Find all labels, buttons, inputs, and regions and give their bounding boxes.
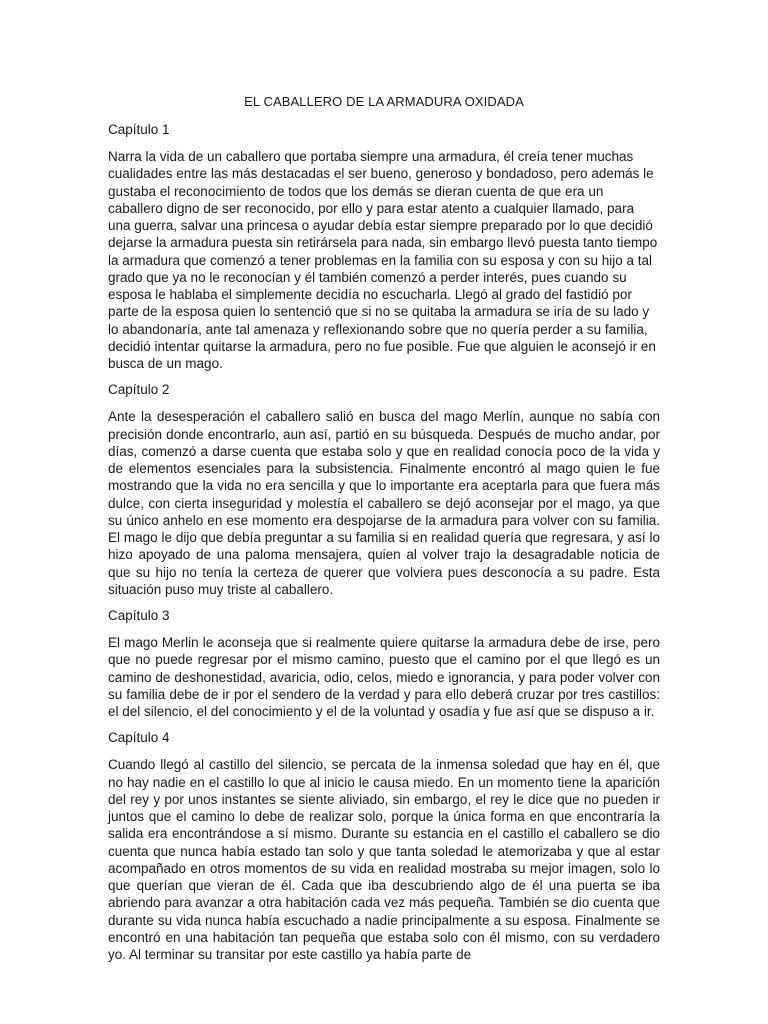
chapter-paragraph: Narra la vida de un caballero que portaba siempre una armadura, él creía tener muchas cualidades entre las más destacadas el ser bueno, generoso y bondadoso, pero además le gustaba el reconocimiento de todos que los demás se dieran cuenta de que era un caballero digno de ser reconocido, por ello y para estar atento a cualquier llamado, para una guerra, salvar una princesa o ayudar debía estar siempre preparado por lo que decidió dejarse la armadura puesta sin retirársela para nada, sin embargo llevó puesta tanto tiempo la armadura que comenzó a tener problemas en la familia con su esposa y con su hijo a tal grado que ya no le reconocían y él también comenzó a perder interés, pues cuando su esposa le hablaba el simplemente decidía no escucharla. Llegó al grado del fastidió por parte de la esposa quien lo sentenció que si no se quitaba la armadura se iría de su lado y lo abandonaría, ante tal amenaza y reflexionando sobre que no quería perder a su familia, decidió intentar quitarse la armadura, pero no fue posible. Fue que alguien le aconsejó ir en busca de un mago. bbox=[108, 149, 658, 371]
chapter-paragraph: El mago Merlin le aconseja que si realmente quiere quitarse la armadura debe de irse, pero que no puede regresar por el mismo camino, puesto que el camino por el que llegó es un camino de deshonestidad, avaricia, odio, celos, miedo e ignorancia, y para poder volver con su familia debe de ir por el sendero de la verdad y para ello deberá cruzar por tres castillos: el del silencio, el del conocimiento y el de la voluntad y osadía y fue así que se dispuso a ir. bbox=[108, 635, 660, 719]
page-cutoff bbox=[108, 756, 660, 962]
chapter-1 bbox=[108, 122, 660, 372]
chapter-paragraph: Cuando llegó al castillo del silencio, se percata de la inmensa soledad que hay en él, que no hay nadie en el castillo lo que al inicio le causa miedo. En un momento tiene la aparición del rey y por unos instantes se siente aliviado, sin embargo, el rey le dice que no pueden ir juntos que el camino lo debe de realizar solo, porque la única forma en que encontraría la salida era encontrándose a sí mismo. Durante su estancia en el castillo el caballero se dio cuenta que nunca había estado tan solo y que tanta soledad le atemorizaba y que al estar acompañado en otros momentos de su vida en realidad mostraba su mejor imagen, solo lo que querían que vieran de él. Cada que iba descubriendo algo de él una puerta se iba abriendo para avanzar a otra habitación cada vez más pequeña. También se dio cuenta que durante su vida nunca había escuchado a nadie principalmente a su esposa. Finalmente se encontró en una habitación tan pequeña que estaba solo con él mismo, con su verdadero yo. Al terminar su transitar por este castillo ya había parte de bbox=[108, 757, 660, 962]
chapter-3 bbox=[108, 608, 660, 720]
document-title: EL CABALLERO DE LA ARMADURA OXIDADA bbox=[244, 94, 524, 109]
chapter-heading: Capítulo 4 bbox=[108, 730, 170, 746]
chapter-4 bbox=[108, 730, 660, 962]
chapter-heading: Capítulo 1 bbox=[108, 122, 170, 137]
chapter-paragraph: Ante la desesperación el caballero salió en busca del mago Merlín, aunque no sabía con precisión donde encontrarlo, aun así, partió en su búsqueda. Después de mucho andar, por días, comenzó a darse cuenta que estaba solo y que en realidad conocía poco de la vida y de elementos esenciales para la subsistencia. Finalmente encontró al mago quien le fue mostrando que la vida no era sencilla y que lo importante era aceptarla para que fuera más dulce, con cierta inseguridad y molestía el caballero se dejó aconsejar por el mago, ya que su único anhelo en ese momento era despojarse de la armadura para volver con su familia. El mago le dijo que debía preguntar a su familia si en realidad quería que regresara, y así lo hizo apoyado de una paloma mensajera, quien al volver trajo la desagradable noticia de que su hijo no tenía la certeza de querer que volviera pues desconocía a su padre. Esta situación puso muy triste al caballero. bbox=[108, 409, 660, 597]
chapter-heading: Capítulo 2 bbox=[108, 382, 170, 398]
chapter-2 bbox=[108, 382, 660, 598]
chapter-heading: Capítulo 3 bbox=[108, 608, 170, 623]
